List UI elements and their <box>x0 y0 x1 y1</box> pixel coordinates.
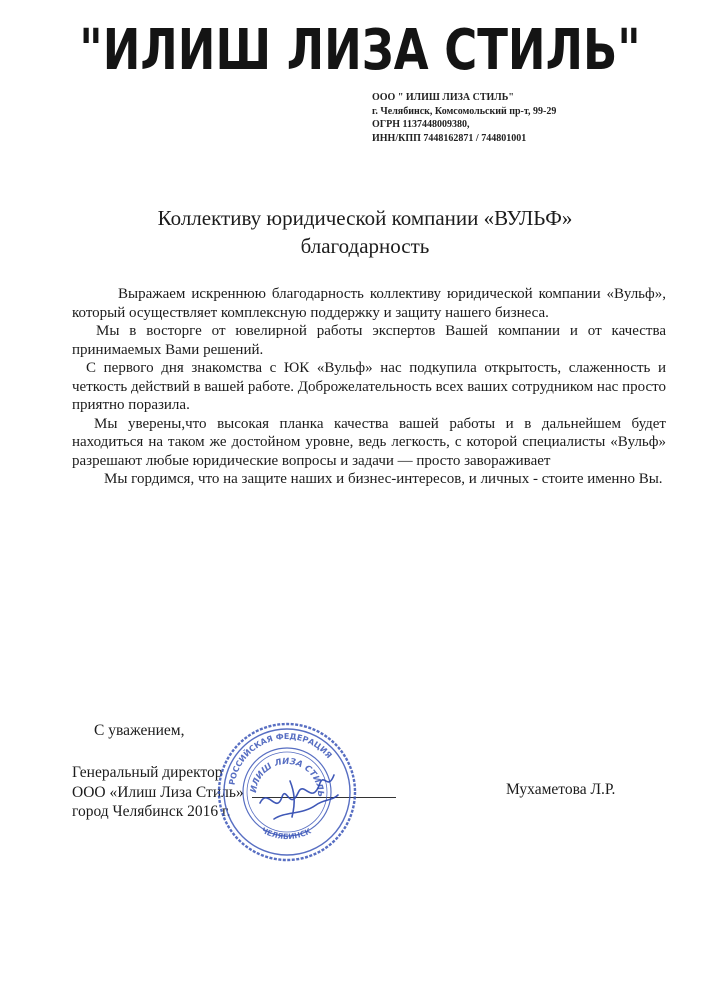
letter-title <box>60 204 670 260</box>
title-subject: благодарность <box>300 234 430 258</box>
company-seal <box>216 721 358 863</box>
signer-position: Генеральный директор <box>72 764 223 781</box>
body-paragraph: С первого дня знакомства с ЮК «Вульф» нас подкупила открытость, слаженность и четкость действий в вашей работе. Доброжелательность всех ваших сотрудником нас просто приятно поразила. <box>72 360 666 413</box>
signer-city-year: город Челябинск 2016 г. <box>72 803 231 820</box>
letter-body <box>72 285 666 489</box>
company-requisites <box>372 91 556 145</box>
body-paragraph: Мы гордимся, что на защите наших и бизнес-интересов, и личных - стоите именно Вы. <box>104 471 663 487</box>
signer-company: ООО «Илиш Лиза Стиль» <box>72 783 244 801</box>
seal-bottom-text: ЧЕЛЯБИНСК <box>259 825 313 842</box>
requisites-ogrn: ОГРН 1137448009380, <box>372 119 470 130</box>
body-paragraph: Мы уверены,что высокая планка качества вашей работы и в дальнейшем будет находиться на таком же достойном уровне, ведь легкость, с которой специалисты «Вульф» разрешают любые юридические вопросы и задачи — просто завораживает <box>72 415 666 469</box>
title-addressee: Коллективу юридической компании «ВУЛЬФ» <box>157 206 573 230</box>
requisites-address: г. Челябинск, Комсомольский пр-т, 99-29 <box>372 105 557 117</box>
body-paragraph: Выражаем искреннюю благодарность коллективу юридической компании «Вульф», который осуществляет комплексную поддержку и защиту нашего бизнеса. <box>72 286 666 321</box>
seal-inner-text: ИЛИШ ЛИЗА СТИЛЬ <box>248 756 326 798</box>
requisites-company: ООО " ИЛИШ ЛИЗА СТИЛЬ" <box>372 92 514 103</box>
signer-name: Мухаметова Л.Р. <box>506 781 616 798</box>
requisites-inn-kpp: ИНН/КПП 7448162871 / 744801001 <box>372 132 527 144</box>
company-logo-header: "ИЛИШ ЛИЗА СТИЛЬ" <box>79 16 641 83</box>
closing-regards: С уважением, <box>94 722 185 739</box>
seal-outer-text: РОССИЙСКАЯ ФЕДЕРАЦИЯ <box>227 731 334 786</box>
body-paragraph: Мы в восторге от ювелирной работы экспертов Вашей компании и от качества принимаемых Вами решений. <box>72 323 666 358</box>
